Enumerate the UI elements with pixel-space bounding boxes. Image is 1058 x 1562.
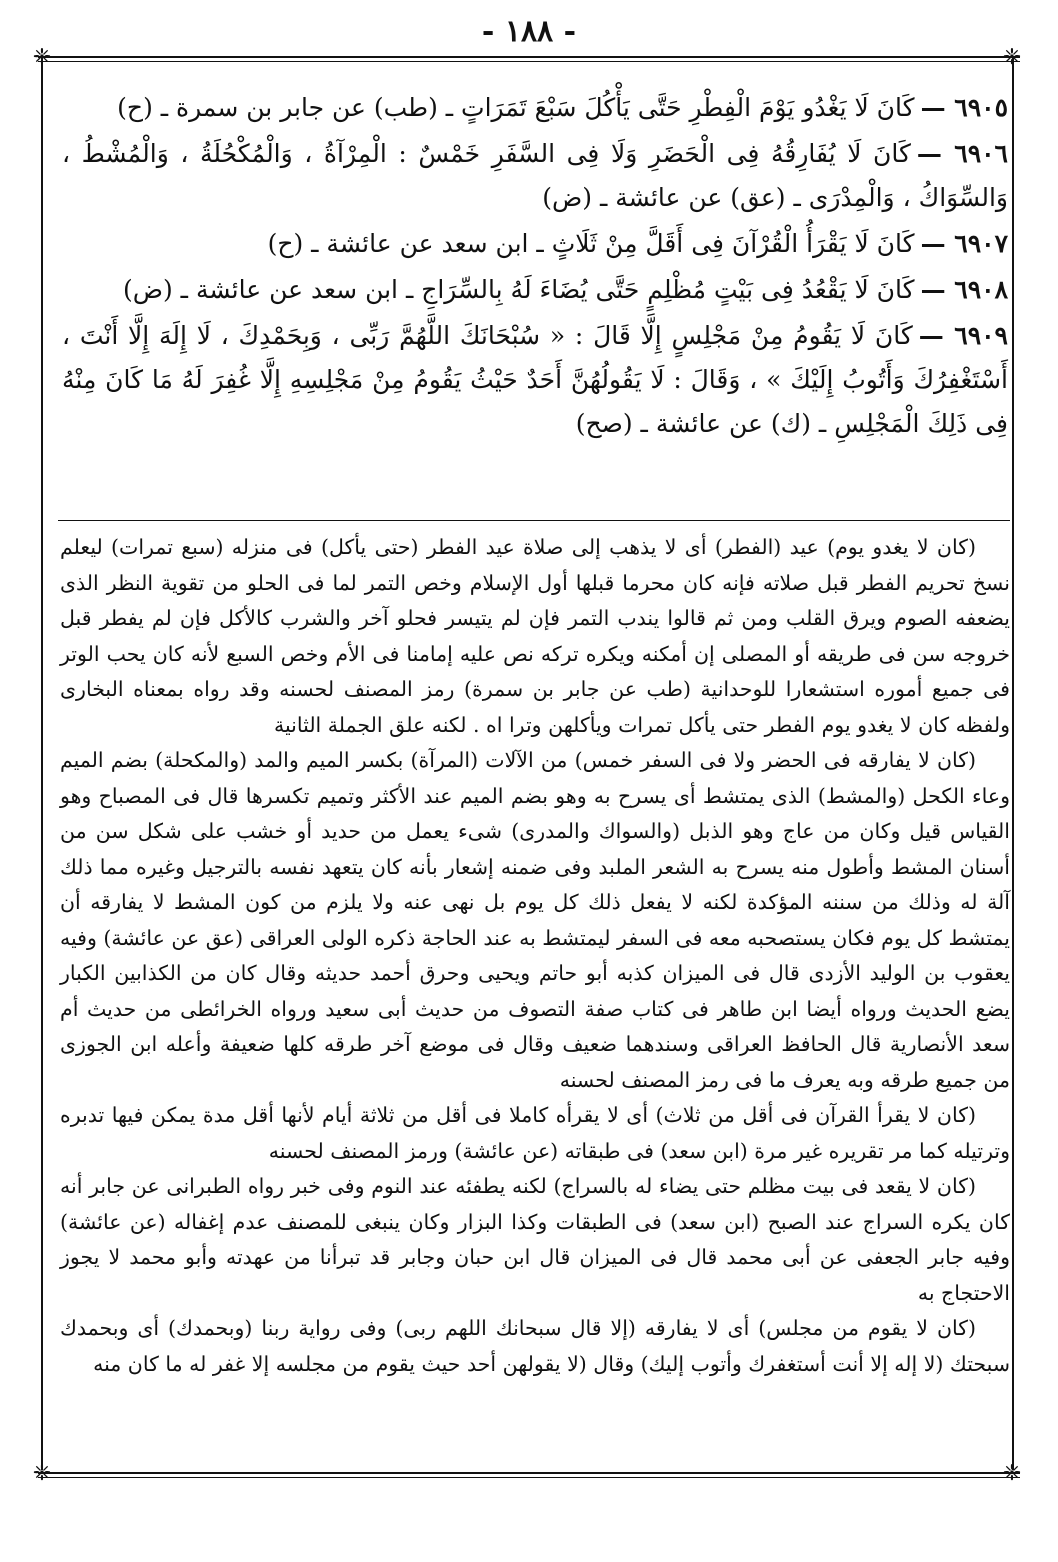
- left-border-line: [41, 58, 43, 1470]
- bottom-border-line-inner: [38, 1477, 1020, 1478]
- hadith-entry: [62, 268, 1008, 312]
- hadith-number: ٦٩٠٩ —: [918, 321, 1008, 350]
- top-border-line: [38, 56, 1020, 58]
- hadith-text: كَانَ لَا يَقُومُ مِنْ مَجْلِسٍ إِلَّا قَالَ : « سُبْحَانَكَ اللَّهُمَّ رَبِّى ، وَبِحَمْدِكَ ، لَا إِلَهَ إِلَّا أَنْتَ ، أَسْتَغْفِرُكَ وَأَتُوبُ إِلَيْكَ » ، وَقَالَ : لَا يَقُولُهُنَّ أَحَدٌ حَيْثُ يَقُومُ مِنْ مَجْلِسِهِ إِلَّا غُفِرَ لَهُ مَا كَانَ مِنْهُ فِى ذَلِكَ الْمَجْلِسِ ـ (ك) عن عائشة ـ (صح): [62, 321, 1008, 438]
- corner-ornament-icon: ❈: [1002, 1461, 1022, 1486]
- hadith-text: كَانَ لَا يُفَارِقُهُ فِى الْحَضَرِ وَلَا فِى السَّفَرِ خَمْسٌ : الْمِرْآةُ ، وَالْمُكْحُلَةُ ، وَالْمُشْطُ ، وَالسِّوَاكُ ، وَالْمِدْرَى ـ (عق) عن عائشة ـ (ض): [62, 139, 1008, 212]
- commentary-section: [60, 530, 1010, 1382]
- bottom-border-line: [38, 1472, 1020, 1474]
- hadith-entry: [62, 314, 1008, 446]
- commentary-paragraph: (كان لا يقعد فى بيت مظلم حتى يضاء له بالسراج) لكنه يطفئه عند النوم وفى خبر رواه الطبرانى عن جابر أنه كان يكره السراج عند الصبح (ابن سعد) فى الطبقات وكذا البزار وكان ينبغى للمصنف عدم إغفاله (عن عائشة) وفيه جابر الجعفى عن أبى محمد قال فى الميزان قال ابن حبان وجابر قد تبرأنا من عهدته وأبو محمد لا يجوز الاحتجاج به: [60, 1174, 1010, 1305]
- hadith-number: ٦٩٠٥ —: [920, 93, 1008, 122]
- hadith-entry: [62, 86, 1008, 130]
- commentary-paragraph: (كان لا يقرأ القرآن فى أقل من ثلاث) أى لا يقرأه كاملا فى أقل من ثلاثة أيام لأنها أقل مدة يمكن فيها تدبره وترتيله كما مر تقريره غير مرة (ابن سعد) فى طبقاته (عن عائشة) ورمز المصنف لحسنه: [60, 1103, 1010, 1163]
- commentary-paragraph: (كان لا يغدو يوم) عيد (الفطر) أى لا يذهب إلى صلاة عيد الفطر (حتى يأكل) فى منزله (سبع تمرات) ليعلم نسخ تحريم الفطر قبل صلاته فإنه كان محرما قبلها أول الإسلام وخص التمر لما فى الحلو من تقوية النظر الذى يضعفه الصوم ويرق القلب ومن ثم قالوا يندب التمر فإن لم يتيسر فحلو آخر والشرب كالأكل فإن لم يفطر قبل خروجه سن فى طريقه أو المصلى إن أمكنه ويكره تركه نص عليه إمامنا فى الأم وخص السبع لأنه كان يحب الوتر فى جميع أموره استشعارا للوحدانية (طب عن جابر بن سمرة) رمز المصنف لحسنه وقد رواه بمعناه البخارى ولفظه كان لا يغدو يوم الفطر حتى يأكل تمرات ويأكلهن وترا اه . لكنه علق الجملة الثانية: [60, 535, 1010, 737]
- corner-ornament-icon: ❈: [1002, 45, 1022, 70]
- section-divider: [58, 520, 1010, 521]
- hadith-number: ٦٩٠٦ —: [916, 139, 1008, 168]
- hadith-list: [62, 86, 1008, 448]
- hadith-number: ٦٩٠٧ —: [920, 229, 1008, 258]
- hadith-text: كَانَ لَا يَغْدُو يَوْمَ الْفِطْرِ حَتَّى يَأْكُلَ سَبْعَ تَمَرَاتٍ ـ (طب) عن جابر بن سمرة ـ (ح): [117, 93, 915, 122]
- corner-ornament-icon: ❈: [32, 45, 52, 70]
- hadith-entry: [62, 222, 1008, 266]
- commentary-paragraph: (كان لا يقوم من مجلس) أى لا يفارقه (إلا قال سبحانك اللهم ربى) وفى رواية ربنا (وبحمدك) أى وبحمدك سبحتك (لا إله إلا أنت أستغفرك وأتوب إليك) وقال (لا يقولهن أحد حيث يقوم من مجلسه إلا غفر له ما كان منه: [60, 1316, 1010, 1376]
- hadith-text: كَانَ لَا يَقْرَأُ الْقُرْآنَ فِى أَقَلَّ مِنْ ثَلَاثٍ ـ ابن سعد عن عائشة ـ (ح): [267, 229, 915, 258]
- hadith-text: كَانَ لَا يَقْعُدُ فِى بَيْتٍ مُظْلِمٍ حَتَّى يُضَاءَ لَهُ بِالسِّرَاجِ ـ ابن سعد عن عائشة ـ (ض): [123, 275, 915, 304]
- page-number: - ١٨٨ -: [481, 14, 577, 49]
- right-border-line: [1012, 58, 1014, 1470]
- hadith-number: ٦٩٠٨ —: [920, 275, 1008, 304]
- hadith-entry: [62, 132, 1008, 220]
- corner-ornament-icon: ❈: [32, 1461, 52, 1486]
- top-border-line-inner: [38, 61, 1020, 62]
- commentary-paragraph: (كان لا يفارقه فى الحضر ولا فى السفر خمس) من الآلات (المرآة) بكسر الميم والمد (والمكحلة) بضم الميم وعاء الكحل (والمشط) الذى يمتشط أى يسرح به وهو بضم الميم عند الأكثر وتميم تكسرها قال فى المصباح وهو القياس قيل وكان من عاج وهو الذبل (والسواك والمدرى) شىء يعمل من حديد أو خشب على شكل سن من أسنان المشط وأطول منه يسرح به الشعر الملبد وفى ضمنه إشعار بأنه كان يتعهد نفسه بالترجيل وغيره مما ذلك آلة له وذلك من سننه المؤكدة لكنه لا يفعل ذلك كل يوم بل نهى عنه ولا يلزم من كون المشط لا يفارقه أن يمتشط كل يوم فكان يستصحبه معه فى السفر ليمتشط به عند الحاجة ذكره الولى العراقى (عق عن عائشة) وفيه يعقوب بن الوليد الأزدى قال فى الميزان كذبه أبو حاتم ويحيى وحرق أحمد حديثه وقال كان من الكذابين الكبار يضع الحديث ورواه أيضا ابن طاهر فى كتاب صفة التصوف من حديث أبى سعيد ورواه الخرائطى من حديث أم سعد الأنصارية قال الحافظ العراقى وسندهما ضعيف وقال فى موضع آخر طرقه كلها ضعيفة وأعله ابن الجوزى من جميع طرقه وبه يعرف ما فى رمز المصنف لحسنه: [60, 748, 1010, 1092]
